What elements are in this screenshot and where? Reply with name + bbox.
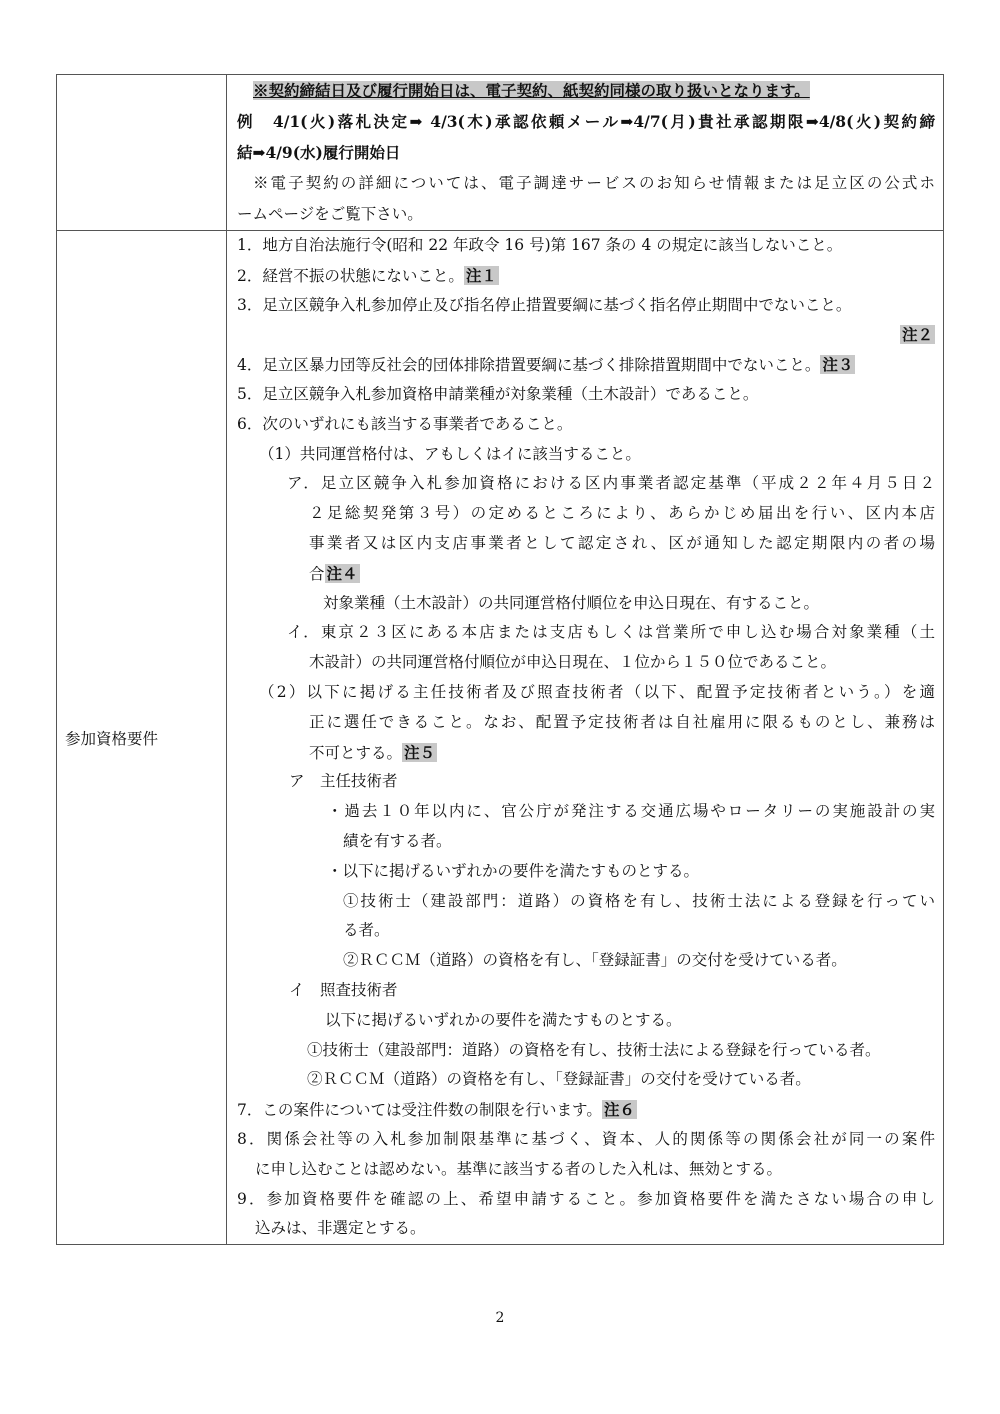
requirement-8-line2: に申し込むことは認めない。基準に該当する者のした入札は、無効とする。 — [255, 1159, 783, 1178]
chief-engineer-bullet1-line2: 績を有する者。 — [343, 831, 452, 850]
requirement-6-1-a-line5: 対象業種（土木設計）の共同運営格付順位を申込日現在、有すること。 — [323, 593, 820, 612]
check-engineer-cond1: ①技術士（建設部門：道路）の資格を有し、技術士法による登録を行っている者。 — [307, 1040, 881, 1059]
requirement-4: 4．足立区暴力団等反社会的団体排除措置要綱に基づく排除措置期間中でないこと。 注３ — [237, 355, 854, 375]
requirement-6: 6．次のいずれにも該当する事業者であること。 — [237, 414, 573, 433]
requirement-6-1: （1）共同運営格付は、アもしくはイに該当すること。 — [259, 444, 641, 463]
contract-notice-row — [57, 75, 943, 231]
note-2-badge: 注２ — [901, 325, 933, 345]
requirement-2: 2．経営不振の状態にないこと。 注１ — [237, 265, 497, 285]
note-1-badge: 注１ — [465, 265, 497, 285]
check-engineer-cond2: ②ＲＣＣＭ（道路）の資格を有し、「登録証書」の交付を受けている者。 — [307, 1070, 811, 1089]
note-3-badge: 注３ — [822, 355, 854, 375]
requirement-1: 1．地方自治法施行令(昭和 22 年政令 16 号)第 167 条の 4 の規定に該当しないこと。 — [237, 236, 843, 254]
requirement-6-1-a-line4: 合 注４ — [309, 563, 358, 583]
chief-engineer-cond1-line1: ①技術士（建設部門：道路）の資格を有し、技術士法による登録を行ってい — [343, 891, 935, 910]
chief-engineer-title: ア 主任技術者 — [289, 772, 398, 791]
requirements-table — [56, 74, 944, 1245]
requirement-7: 7．この案件については受注件数の制限を行います。 注６ — [237, 1100, 635, 1120]
note-6-badge: 注６ — [603, 1100, 635, 1120]
info-line-1: ※電子契約の詳細については、電子調達サービスのお知らせ情報または足立区の公式ホ — [253, 174, 935, 192]
page-number: 2 — [495, 1310, 505, 1326]
requirement-6-1-i-line2: 木設計）の共同運営格付順位が申込日現在、１位から１５０位であること。 — [309, 653, 837, 672]
chief-engineer-cond2: ②ＲＣＣＭ（道路）の資格を有し、「登録証書」の交付を受けている者。 — [343, 951, 847, 970]
check-engineer-title: イ 照査技術者 — [289, 980, 398, 999]
requirement-6-2-line2: 正に選任できること。なお、配置予定技術者は自社雇用に限るものとし、兼務は — [309, 712, 935, 731]
example-line-2: 結➡4/9(水)履行開始日 — [237, 143, 401, 162]
e-contract-notice: ※契約締結日及び履行開始日は、電子契約、紙契約同様の取り扱いとなります。 — [253, 81, 810, 100]
requirement-3: 3．足立区競争入札参加停止及び指名停止措置要綱に基づく指名停止期間中でないこと。 — [237, 295, 852, 314]
chief-engineer-bullet1-line1: ・過去１０年以内に、官公庁が発注する交通広場やロータリーの実施設計の実 — [327, 802, 935, 821]
row-label-empty — [57, 75, 227, 230]
example-line-1: 例 4/1(火)落札決定➡ 4/3(木)承認依頼メール➡4/7(月)貴社承認期限➡4/8(火)契約締 — [237, 112, 935, 131]
note-4-badge: 注４ — [326, 563, 358, 583]
requirement-6-1-i-line1: イ．東京２３区にある本店または支店もしくは営業所で申し込む場合対象業種（土 — [287, 623, 935, 642]
chief-engineer-bullet2: ・以下に掲げるいずれかの要件を満たすものとする。 — [327, 861, 700, 880]
requirement-9-line1: 9．参加資格要件を確認の上、希望申請すること。参加資格要件を満たさない場合の申し — [237, 1189, 935, 1208]
requirement-8-line1: 8．関係会社等の入札参加制限基準に基づく、資本、人的関係等の関係会社が同一の案件 — [237, 1129, 935, 1148]
requirement-9-line2: 込みは、非選定とする。 — [255, 1219, 426, 1238]
requirement-6-2-line3: 不可とする。 注５ — [309, 742, 436, 762]
requirement-6-2-line1: （2）以下に掲げる主任技術者及び照査技術者（以下、配置予定技術者という。）を適 — [259, 682, 935, 701]
note-5-badge: 注５ — [404, 742, 436, 762]
requirement-6-1-a-line3: 事業者又は区内支店事業者として認定され、区が通知した認定期限内の者の場 — [309, 533, 935, 552]
requirements-content — [227, 231, 943, 1244]
row-label-requirements: 参加資格要件 — [57, 231, 227, 1244]
chief-engineer-cond1-line2: る者。 — [343, 921, 390, 940]
contract-notice-content — [227, 75, 943, 230]
requirement-5: 5．足立区競争入札参加資格申請業種が対象業種（土木設計）であること。 — [237, 384, 759, 403]
info-line-2: ームページをご覧下さい。 — [237, 205, 423, 223]
check-engineer-intro: 以下に掲げるいずれかの要件を満たすものとする。 — [325, 1010, 682, 1029]
participation-requirements-row — [57, 231, 943, 1244]
requirement-6-1-a-line2: ２足総契発第３号）の定めるところにより、あらかじめ届出を行い、区内本店 — [309, 504, 935, 523]
requirement-6-1-a-line1: ア．足立区競争入札参加資格における区内事業者認定基準（平成２２年４月５日２ — [287, 474, 935, 493]
